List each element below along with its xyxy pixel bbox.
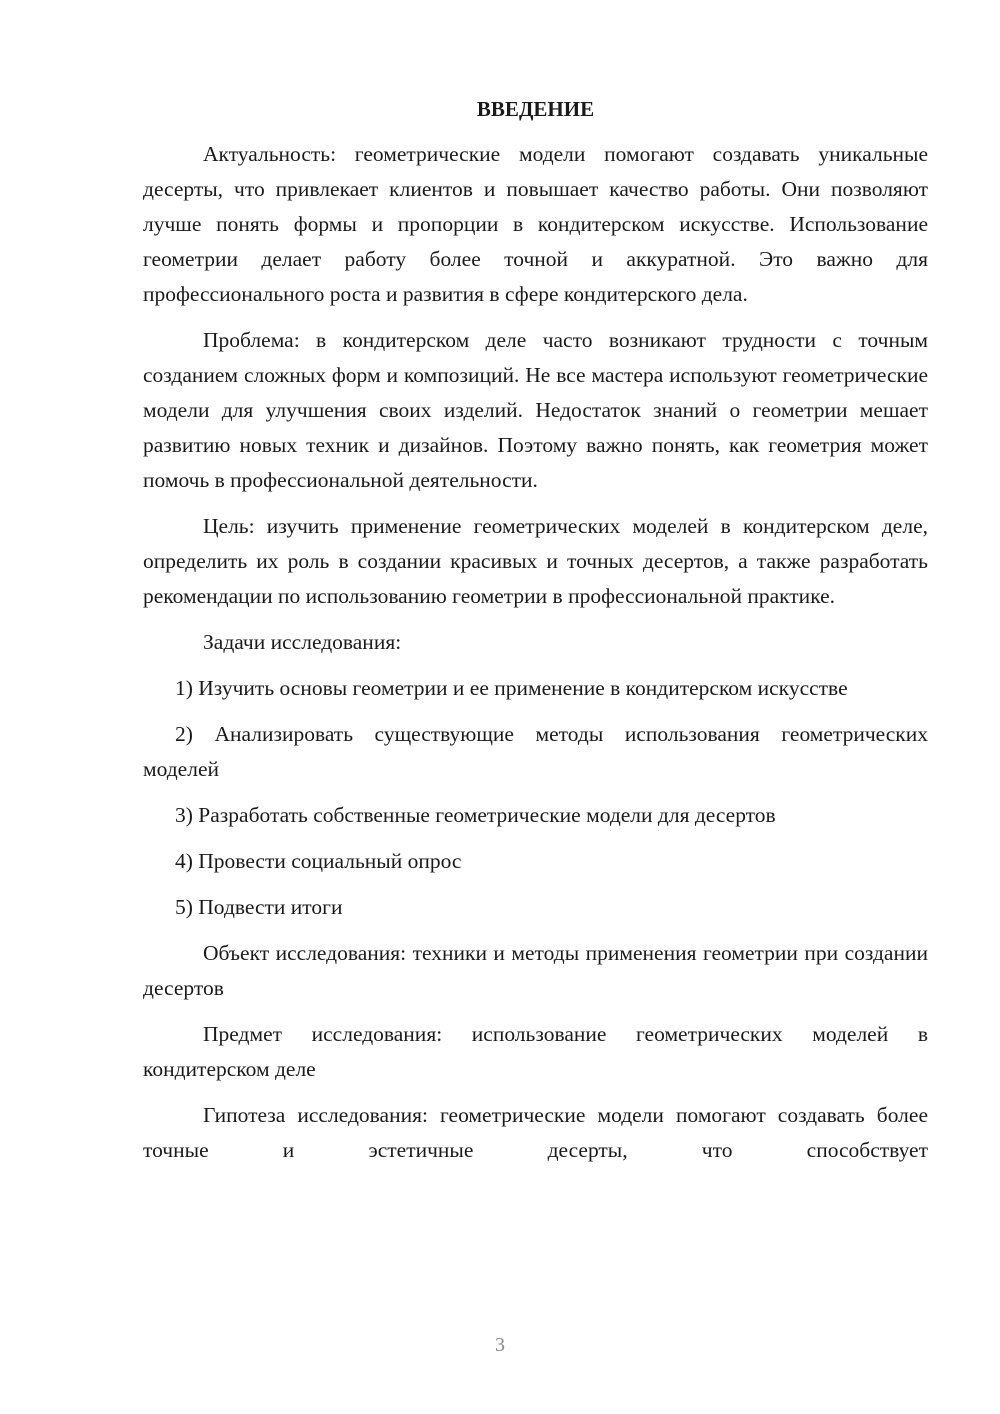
paragraph-subject: Предмет исследования: использование геометрических моделей в кондитерском деле	[143, 1022, 928, 1081]
paragraph-problem: Проблема: в кондитерском деле часто возникают трудности с точным созданием сложных форм и композиций. Не все мастера используют геометрические модели для улучшения своих изделий. Недостаток знаний о геометрии мешает развитию новых техник и дизайнов. Поэтому важно понять, как геометрия может помочь в профессиональной деятельности.	[143, 328, 928, 492]
page-number: 3	[495, 1334, 505, 1356]
paragraph-hypothesis: Гипотеза исследования: геометрические модели помогают создавать более точные и эстетичные десерты, что способствует	[143, 1103, 928, 1162]
task-item-3: 3) Разработать собственные геометрические модели для десертов	[175, 803, 776, 827]
task-item-5: 5) Подвести итоги	[175, 895, 343, 919]
task-item-2: 2) Анализировать существующие методы использования геометрических моделей	[143, 722, 928, 781]
task-item-1: 1) Изучить основы геометрии и ее применение в кондитерском искусстве	[175, 676, 848, 700]
task-item-4: 4) Провести социальный опрос	[175, 849, 462, 873]
section-title: ВВЕДЕНИЕ	[476, 97, 595, 121]
document-page	[143, 92, 928, 1168]
paragraph-goal: Цель: изучить применение геометрических моделей в кондитерском деле, определить их роль в создании красивых и точных десертов, а также разработать рекомендации по использованию геометрии в профессиональной практике.	[143, 514, 928, 608]
paragraph-relevance: Актуальность: геометрические модели помогают создавать уникальные десерты, что привлекает клиентов и повышает качество работы. Они позволяют лучше понять формы и пропорции в кондитерском искусстве. Использование геометрии делает работу более точной и аккуратной. Это важно для профессионального роста и развития в сфере кондитерского дела.	[143, 142, 928, 306]
paragraph-tasks-heading: Задачи исследования:	[203, 630, 402, 654]
paragraph-object: Объект исследования: техники и методы применения геометрии при создании десертов	[143, 941, 928, 1000]
